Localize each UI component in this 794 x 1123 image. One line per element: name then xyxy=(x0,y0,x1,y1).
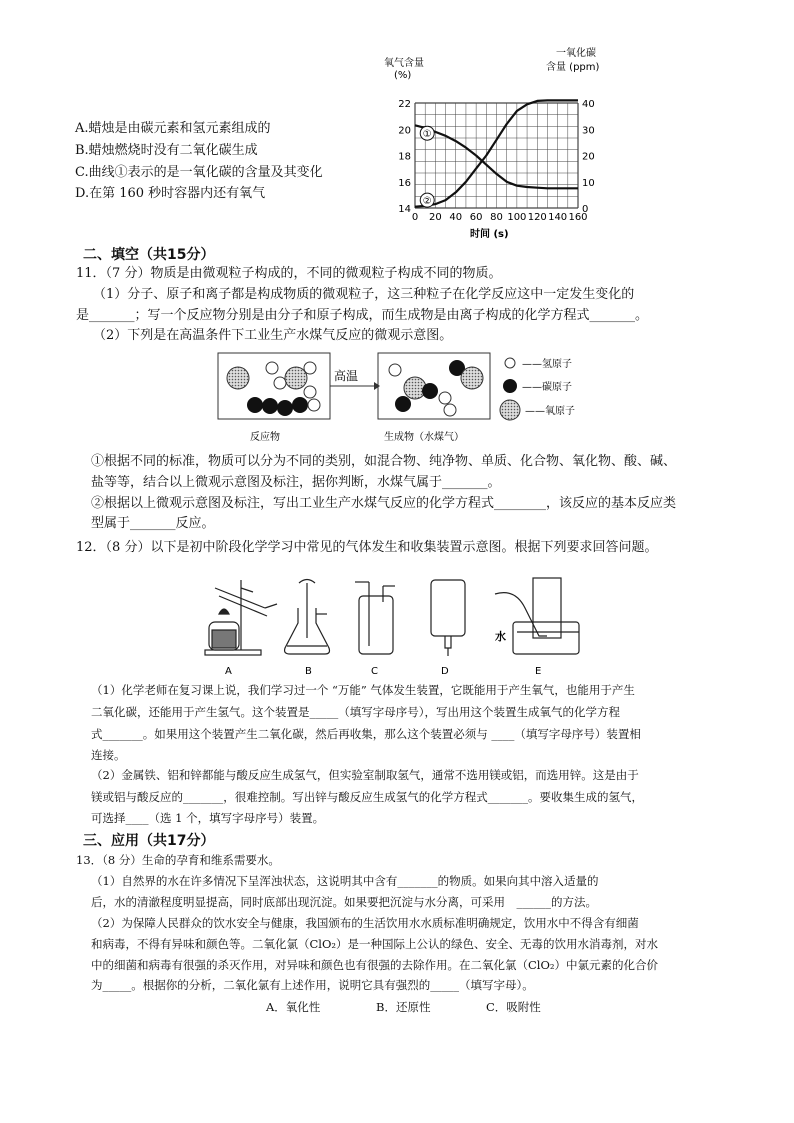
x-tick-label: 20 xyxy=(429,212,442,223)
arrow-label: 高温 xyxy=(334,369,359,383)
q11-s1a: ①根据不同的标准，物质可以分为不同的类别，如混合物、纯净物、单质、化合物、氧化物、酸、碱、 xyxy=(91,454,677,469)
q12-p1c: 式_______。如果用这个装置产生二氧化碳，然后再收集，那么这个装置必须与 ____（填写字母序号）装置相 xyxy=(91,727,641,741)
q10-option-c: C.曲线①表示的是一氧化碳的含量及其变化 xyxy=(75,165,323,180)
q11-p1a: （1）分子、原子和离子都是构成物质的微观粒子，这三种粒子在化学反应这中一定发生变化的 xyxy=(93,287,635,302)
section3-title: 三、应用（共17分） xyxy=(83,833,215,849)
q11-p2: （2）下列是在高温条件下工业生产水煤气反应的微观示意图。 xyxy=(93,328,453,343)
y-right-tick-label: 30 xyxy=(582,125,595,137)
series-label-1: ① xyxy=(422,129,432,141)
q13-intro: 13．（8 分）生命的孕育和维系需要水。 xyxy=(76,853,280,867)
q12-p1b: 二氧化碳，还能用于产生氢气。这个装置是_____（填写字母序号），写出用这个装置生成氧气的化学方程 xyxy=(91,705,620,719)
legend-oxygen: ——氧原子 xyxy=(525,406,575,417)
reactant-label: 反应物 xyxy=(250,432,280,443)
chart-ylabel-left-unit: (%) xyxy=(394,70,412,81)
legend-carbon: ——碳原子 xyxy=(522,382,572,393)
x-tick-label: 80 xyxy=(490,212,503,223)
x-tick-label: 160 xyxy=(568,212,588,223)
q13-p2a: （2）为保障人民群众的饮水安全与健康，我国颁布的生活饮用水水质标准明确规定，饮用水中不得含有细菌 xyxy=(91,916,639,930)
product-label: 生成物（水煤气） xyxy=(384,432,464,443)
q11-intro: 11．（7 分）物质是由微观粒子构成的，不同的微观粒子构成不同的物质。 xyxy=(76,266,502,281)
x-tick-label: 40 xyxy=(449,212,463,223)
micro-reaction-diagram xyxy=(210,348,610,448)
y-left-tick-label: 22 xyxy=(398,99,411,110)
series-label-2: ② xyxy=(422,196,432,208)
q12-p2b: 镁或铝与酸反应的_______，很难控制。写出锌与酸反应生成氢气的化学方程式_______。要收集生成的氢气， xyxy=(91,790,643,804)
y-right-tick-label: 0 xyxy=(582,204,589,215)
y-right-tick-label: 40 xyxy=(582,99,595,110)
q13-p2c: 中的细菌和病毒有很强的杀灭作用，对异味和颜色也有很强的去除作用。在二氧化氯（ClO₂）中氯元素的化合价 xyxy=(91,958,659,972)
x-tick-label: 120 xyxy=(527,212,547,223)
water-label: 水 xyxy=(495,630,506,643)
q13-option-b: B．还原性 xyxy=(376,1000,431,1014)
q11-s2b: 型属于_______反应。 xyxy=(91,516,215,531)
q13-option-c: C．吸附性 xyxy=(486,1000,541,1014)
y-left-tick-label: 14 xyxy=(398,204,411,215)
q13-p1b: 后，水的清澈程度明显提高，同时底部出现沉淀。如果要把沉淀与水分离，可采用 ______的方法。 xyxy=(91,895,597,909)
section2-title: 二、填空（共15分） xyxy=(83,247,215,263)
q12-intro: 12．（8 分）以下是初中阶段化学学习中常见的气体发生和收集装置示意图。根据下列要求回答问题。 xyxy=(76,540,658,555)
q13-option-a: A．氧化性 xyxy=(266,1000,321,1014)
x-tick-label: 100 xyxy=(507,212,527,223)
q12-p2c: 可选择____（选 1 个，填写字母序号）装置。 xyxy=(91,811,325,825)
q13-p1a: （1）自然界的水在许多情况下呈浑浊状态，这说明其中含有_______的物质。如果向其中溶入适量的 xyxy=(91,874,599,888)
q13-p2d: 为_____。根据你的分析，二氧化氯有上述作用，说明它具有强烈的_____（填写字母）。 xyxy=(91,978,534,992)
q11-s1b: 盐等等，结合以上微观示意图及标注，据你判断，水煤气属于_______。 xyxy=(91,475,501,490)
label-c: C xyxy=(371,666,378,677)
q10-option-b: B.蜡烛燃烧时没有二氧化碳生成 xyxy=(75,143,258,158)
apparatus-diagram xyxy=(195,568,585,680)
x-tick-label: 60 xyxy=(469,212,483,223)
chart-ylabel-right-unit: 含量 (ppm) xyxy=(546,62,600,73)
q10-option-d: D.在第 160 秒时容器内还有氧气 xyxy=(75,186,266,201)
label-d: D xyxy=(441,666,449,677)
chart-ylabel-left: 氧气含量 xyxy=(384,58,424,69)
label-a: A xyxy=(225,666,232,677)
q11-p1b: 是_______；写一个反应物分别是由分子和原子构成，而生成物是由离子构成的化学方程式_______。 xyxy=(76,308,649,323)
q10-option-a: A.蜡烛是由碳元素和氢元素组成的 xyxy=(75,121,271,136)
chart-xlabel: 时间 (s) xyxy=(470,229,509,240)
oxygen-co-chart xyxy=(370,40,610,245)
y-right-tick-label: 20 xyxy=(582,151,595,163)
x-tick-label: 140 xyxy=(548,212,568,223)
q12-p1a: （1）化学老师在复习课上说，我们学习过一个 “万能” 气体发生装置，它既能用于产生氧气，也能用于产生 xyxy=(91,683,635,697)
y-right-tick-label: 10 xyxy=(582,177,595,189)
y-left-tick-label: 20 xyxy=(398,125,411,137)
label-b: B xyxy=(305,666,312,677)
legend-hydrogen: ——氢原子 xyxy=(522,359,572,370)
y-left-tick-label: 18 xyxy=(398,151,411,163)
q11-s2a: ②根据以上微观示意图及标注，写出工业生产水煤气反应的化学方程式________，该反应的基本反应类 xyxy=(91,496,677,511)
label-e: E xyxy=(535,666,542,677)
x-tick-label: 0 xyxy=(411,212,419,223)
y-left-tick-label: 16 xyxy=(398,177,411,189)
q13-p2b: 和病毒，不得有异味和颜色等。二氧化氯（ClO₂）是一种国际上公认的绿色、安全、无毒的饮用水消毒剂，对水 xyxy=(91,937,659,951)
chart-ylabel-right: 一氧化碳 xyxy=(556,48,596,59)
q12-p2a: （2）金属铁、铝和锌都能与酸反应生成氢气，但实验室制取氢气，通常不选用镁或铝，而选用锌。这是由于 xyxy=(91,768,639,782)
q12-p1d: 连接。 xyxy=(91,748,126,762)
